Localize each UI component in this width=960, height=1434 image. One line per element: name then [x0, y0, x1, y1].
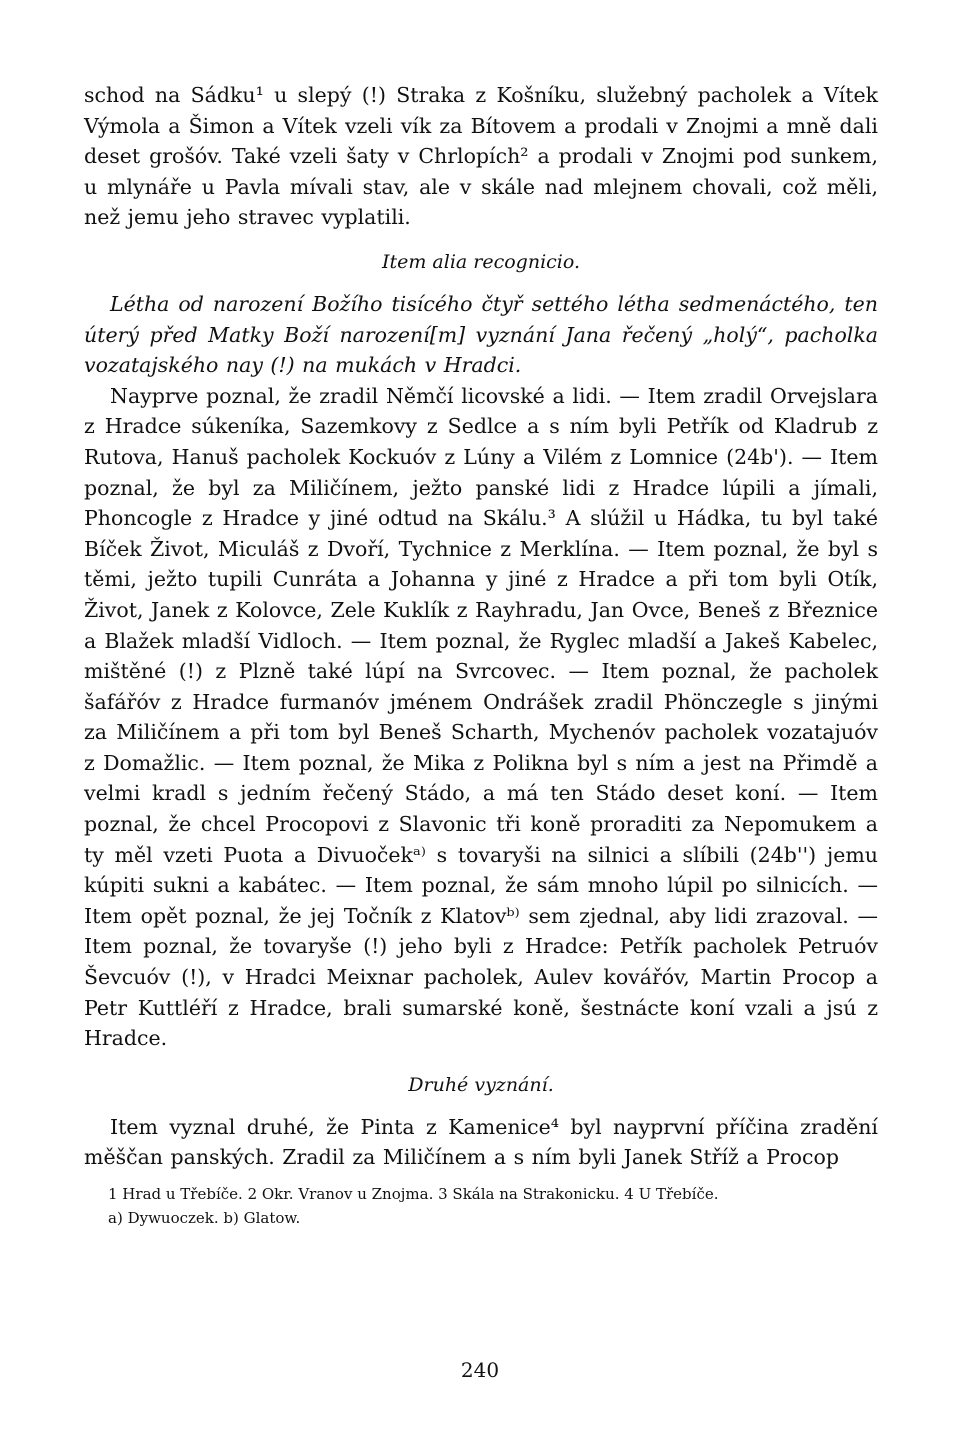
page-body — [84, 80, 878, 1173]
paragraph-2-intro: Létha od narození Božího tisícého čtyř settého létha sedmenáctého, ten úterý před Matky Boží narození[m] vyznání Jana řečený „holý“, pacholka vozatajského nay (!) na mukách v Hradci. — [84, 291, 878, 378]
footnote-line-1: 1 Hrad u Třebíče. 2 Okr. Vranov u Znojma. 3 Skála na Strakonicku. 4 U Třebíče. — [108, 1185, 719, 1203]
page-number: 240 — [460, 1358, 500, 1382]
section-heading-1: Item alia recognicio. — [381, 250, 581, 273]
footnotes — [108, 1182, 888, 1230]
paragraph-4: Item vyznal druhé, že Pinta z Kamenice⁴ byl nayprvní příčina zradění měščan panských. Zradil za Miličínem a s ním byli Janek Stříž a Procop — [84, 1114, 878, 1170]
paragraph-1: schod na Sádku¹ u slepý (!) Straka z Košníku, služebný pacholek a Vítek Výmola a Šimon a Vítek vzeli vík za Bítovem a prodali v Znojmi a mně dali deset grošóv. Také vzeli šaty v Chrlopích² a prodali v Znojmi pod sunkem, u mlynáře u Pavla mívali stav, ale v skále nad mlejnem chovali, což měli, než jemu jeho stravec vyplatili. — [84, 83, 878, 230]
section-heading-2: Druhé vyznání. — [408, 1073, 554, 1096]
footnote-line-2: a) Dywuoczek. b) Glatow. — [108, 1209, 301, 1227]
paragraph-3-confession: Nayprve poznal, že zradil Němčí licovské a lidi. — Item zradil Orvejslara z Hradce súkeníka, Sazemkovy z Sedlce a s ním byli Petřík od Kladrub z Rutova, Hanuš pacholek Kockuóv z Lúny a Vilém z Lomnice (24b'). — Item poznal, že byl za Miličínem, ježto panské lidi z Hradce lúpili a jímali, Phoncogle z Hradce y jiné odtud na Skálu.³ A slúžil u Hádka, tu byl také Bíček Život, Miculáš z Dvoří, Tychnice z Merklína. — Item poznal, že byl s těmi, ježto tupili Cunráta a Johanna y jiné z Hradce a při tom byli Otík, Život, Janek z Kolovce, Zele Kuklík z Rayhradu, Jan Ovce, Beneš z Březnice a Blažek mladší Vidloch. — Item poznal, že Ryglec mladší a Jakeš Kabelec, mištěné (!) z Plzně také lúpí na Svrcovec. — Item poznal, že pacholek šafářóv z Hradce furmanóv jménem Ondrášek zradil Phönczegle s jinými za Miličínem a při tom byl Beneš Scharth, Mychenóv pacholek vozatajuóv z Domažlic. — Item poznal, že Mika z Polikna byl s ním a jest na Přimdě a velmi kradl s jedním řečený Stádo, a má ten Stádo deset koní. — Item poznal, že chcel Procopovi z Slavonic tři koně proraditi za Nepomukem a ty měl vzeti Puota a Divuočekᵃ⁾ s tovaryši na silnici a slíbili (24b'') jemu kúpiti sukni a kabátec. — Item poznal, že sám mnoho lúpil po silnicích. — Item opět poznal, že jej Točník z Klatovᵇ⁾ sem zjednal, aby lidi zrazoval. — Item poznal, že tovaryše (!) jeho byli z Hradce: Petřík pacholek Petruóv Ševcuóv (!), v Hradci Meixnar pacholek, Aulev kovářóv, Martin Procop a Petr Kuttléří z Hradce, brali sumarské koně, šestnácte koní vzali a jsú z Hradce. — [84, 383, 878, 1051]
